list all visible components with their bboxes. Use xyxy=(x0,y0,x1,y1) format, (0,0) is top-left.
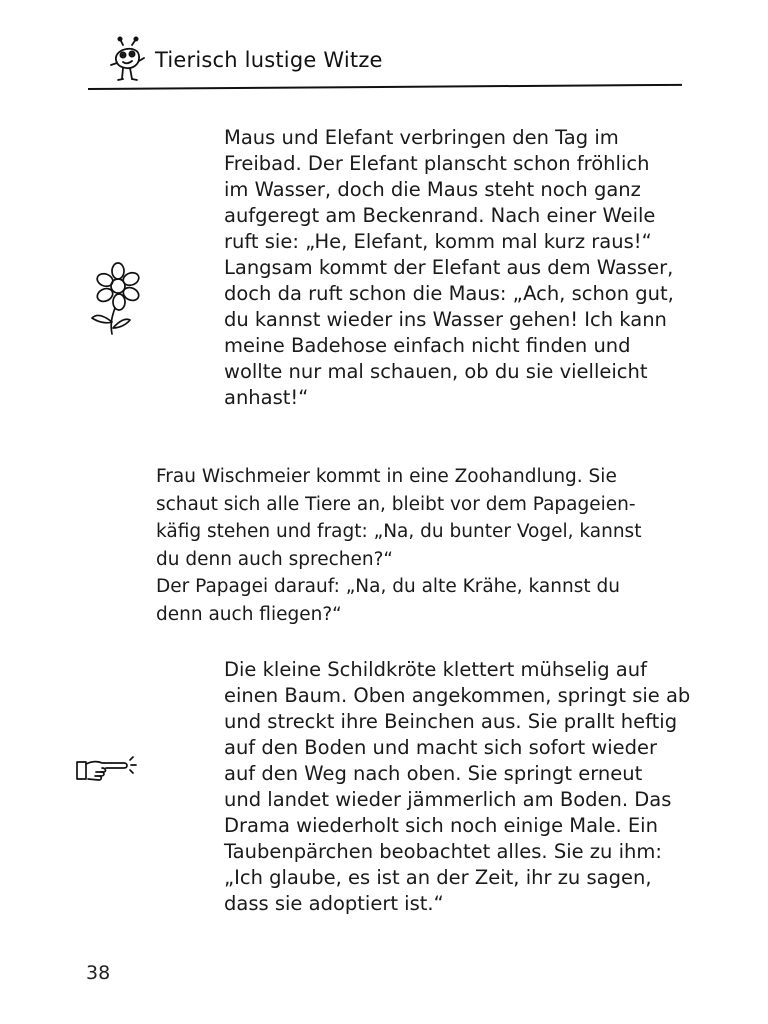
joke-line: und landet wieder jämmerlich am Boden. Das xyxy=(224,788,672,811)
alien-cartoon-icon xyxy=(108,36,148,88)
joke-line: Die kleine Schildkröte klettert mühselig auf xyxy=(224,658,647,681)
joke-schildkroete xyxy=(224,657,690,917)
joke-line: Der Papagei darauf: „Na, du alte Krähe, kannst du xyxy=(156,576,620,597)
joke-line: Drama wiederholt sich noch einige Male. Ein xyxy=(224,814,658,837)
joke-line: aufgeregt am Beckenrand. Nach einer Weile xyxy=(224,204,656,227)
joke-line: doch da ruft schon die Maus: „Ach, schon gut, xyxy=(224,282,674,305)
flower-icon xyxy=(88,262,140,340)
joke-line: käfig stehen und fragt: „Na, du bunter Vogel, kannst xyxy=(156,521,642,542)
joke-line: auf den Boden und macht sich sofort wieder xyxy=(224,736,658,759)
joke-line: ruft sie: „He, Elefant, komm mal kurz raus!“ xyxy=(224,230,652,253)
joke-line: anhast!“ xyxy=(224,386,309,409)
joke-line: auf den Weg nach oben. Sie springt erneut xyxy=(224,762,643,785)
joke-line: meine Badehose einfach nicht finden und xyxy=(224,334,631,357)
joke-line: einen Baum. Oben angekommen, springt sie ab xyxy=(224,684,691,707)
joke-line: du denn auch sprechen?“ xyxy=(156,548,394,570)
joke-line: Maus und Elefant verbringen den Tag im xyxy=(224,126,619,149)
joke-line: im Wasser, doch die Maus steht noch ganz xyxy=(224,178,641,201)
joke-line: wollte nur mal schauen, ob du sie vielleicht xyxy=(224,360,648,383)
joke-line: Freibad. Der Elefant planscht schon fröhlich xyxy=(224,152,650,175)
header-divider xyxy=(88,84,682,90)
joke-line: Taubenpärchen beobachtet alles. Sie zu ihm: xyxy=(224,840,662,863)
joke-line: du kannst wieder ins Wasser gehen! Ich kann xyxy=(224,308,667,331)
joke-line: „Ich glaube, es ist an der Zeit, ihr zu sagen, xyxy=(224,866,652,889)
joke-line: Langsam kommt der Elefant aus dem Wasser, xyxy=(224,256,674,279)
header-title: Tierisch lustige Witze xyxy=(155,48,383,72)
joke-line: und streckt ihre Beinchen aus. Sie prallt heftig xyxy=(224,710,678,733)
pointing-hand-icon xyxy=(74,754,138,788)
joke-line: dass sie adoptiert ist.“ xyxy=(224,892,444,915)
joke-line: Frau Wischmeier kommt in eine Zoohandlung. Sie xyxy=(156,466,617,487)
joke-line: denn auch fliegen?“ xyxy=(156,603,342,625)
page-number: 38 xyxy=(86,962,111,984)
joke-line: schaut sich alle Tiere an, bleibt vor dem Papageien- xyxy=(156,493,636,515)
joke-papagei xyxy=(156,463,641,628)
joke-elefant-maus xyxy=(224,125,674,411)
